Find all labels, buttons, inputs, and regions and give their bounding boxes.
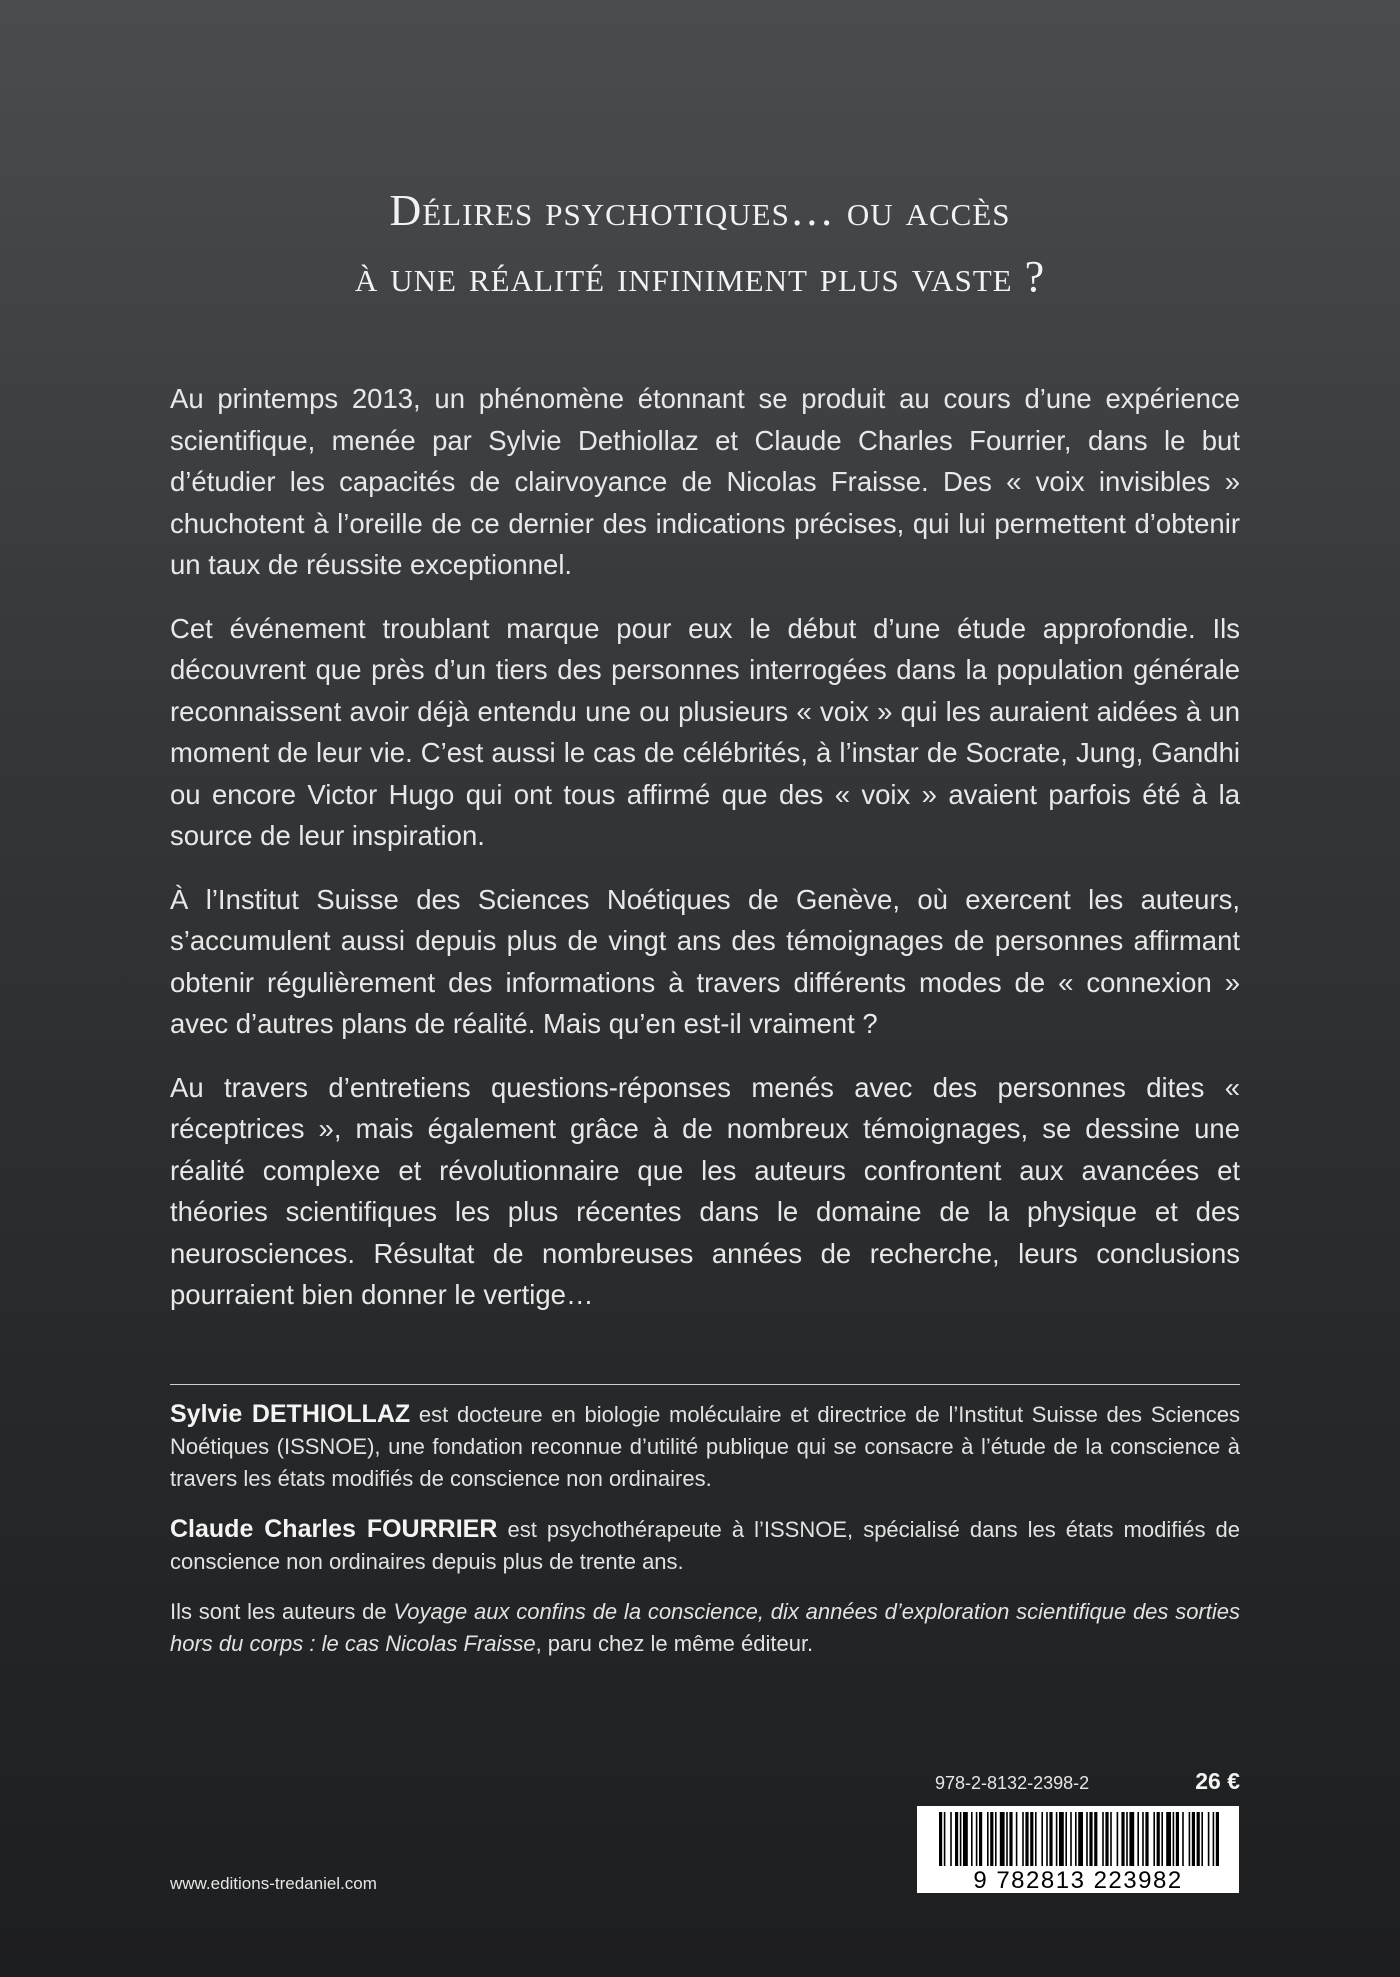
barcode-bar (950, 1812, 952, 1866)
barcode-bar (1094, 1812, 1097, 1866)
headline (100, 178, 1300, 310)
barcode-bar (963, 1812, 968, 1866)
barcode-bar (944, 1812, 946, 1866)
barcode-bar (1016, 1812, 1018, 1866)
barcode-bar (1173, 1812, 1175, 1866)
barcode-bar (1142, 1812, 1144, 1866)
barcode-bar (1006, 1812, 1008, 1866)
barcode-bar (955, 1812, 958, 1866)
blurb-paragraph-2: Cet événement troublant marque pour eux le début d’une étude approfondie. Ils découvrent que près d’un tiers des personnes interrogées dans la population générale reconnaissent avoir déjà entendu une ou plusieurs « voix » qui les auraient aidées à un moment de leur vie. C’est aussi le cas de célébrités, à l’instar de Socrate, Jung, Gandhi ou encore Victor Hugo qui ont tous affirmé que des « voix » avaient parfois été à la source de leur inspiration. (170, 612, 1240, 851)
barcode (917, 1806, 1239, 1893)
barcode-bar (971, 1812, 973, 1866)
barcode-bar (1056, 1812, 1058, 1866)
barcode-graphic (917, 1806, 1239, 1893)
barcode-bar (1117, 1812, 1119, 1866)
barcode-bar (1176, 1812, 1179, 1866)
barcode-bar (1089, 1812, 1092, 1866)
author-2-name: Claude Charles FOURRIER (170, 1515, 498, 1543)
barcode-bar (1030, 1812, 1033, 1866)
barcode-bar (1049, 1812, 1052, 1866)
blurb (170, 378, 1240, 1338)
barcode-bar (1192, 1812, 1195, 1866)
publisher-website: www.editions-tredaniel.com (170, 1874, 377, 1893)
barcode-bar (990, 1812, 993, 1866)
barcode-bar (1161, 1812, 1163, 1866)
barcode-bar (976, 1812, 978, 1866)
blurb-paragraph-4: Au travers d’entretiens questions-réponses menés avec des personnes dites « réceptrices », mais également grâce à de nombreux témoignages, se dessine une réalité complexe et révolutionnaire que les auteurs confrontent aux avancées et théories scientifiques les plus récentes dans le domaine de la physique et des neurosciences. Résultat de nombreuses années de recherche, leurs conclusions pourraient bien donner le vertige… (170, 1071, 1240, 1310)
blurb-paragraph-3: À l’Institut Suisse des Sciences Noétiques de Genève, où exercent les auteurs, s’accumulent aussi depuis plus de vingt ans des témoignages de personnes affirmant obtenir régulièrement des informations à travers différents modes de « connexion » avec d’autres plans de réalité. Mais qu’en est-il vraiment ? (170, 883, 1240, 1039)
barcode-bar (1065, 1812, 1067, 1866)
isbn: 978-2-8132-2398-2 (935, 1773, 1090, 1793)
barcode-bar (1110, 1812, 1112, 1866)
bio-2 (170, 1513, 1240, 1578)
headline-line-1: Délires psychotiques… ou accès (389, 186, 1011, 235)
other-works-suffix: , paru chez le même éditeur. (535, 1631, 814, 1656)
barcode-bar (1197, 1812, 1200, 1866)
barcode-bar (1216, 1812, 1219, 1866)
author-bios (170, 1398, 1240, 1678)
barcode-bar (1153, 1812, 1155, 1866)
barcode-bar (1213, 1812, 1215, 1866)
barcode-bar (1208, 1812, 1210, 1866)
other-works-title: Voyage aux confins de la conscience, dix années d’exploration scientifique des sorties hors du corps : le cas Nicolas Fraisse (170, 1599, 1240, 1656)
author-1-text: est docteure en biologie moléculaire et directrice de l’Institut Suisse des Sciences Noétiques (ISSNOE), une fondation reconnue d’utilité publique qui se consacre à l’étude de la conscience à travers les états modifiés de conscience non ordinaires. (170, 1402, 1240, 1491)
isbn-price-row (935, 1768, 1240, 1798)
barcode-digits: 9 782813 223982 (973, 1867, 1183, 1893)
barcode-bar (1201, 1812, 1203, 1866)
barcode-bar (1025, 1812, 1028, 1866)
barcode-bar (1105, 1812, 1108, 1866)
barcode-bar (1182, 1812, 1184, 1866)
barcode-bar (1059, 1812, 1064, 1866)
other-works (170, 1596, 1240, 1660)
barcode-bar (1009, 1812, 1012, 1866)
barcode-bar (1075, 1812, 1077, 1866)
barcode-bar (1137, 1812, 1139, 1866)
barcode-bar (1126, 1812, 1128, 1866)
barcode-bar (939, 1812, 942, 1866)
bio-1 (170, 1398, 1240, 1495)
author-1-name: Sylvie DETHIOLLAZ (170, 1400, 411, 1428)
barcode-bar (1189, 1812, 1191, 1866)
barcode-bar (1121, 1812, 1124, 1866)
barcode-bar (1000, 1812, 1005, 1866)
author-2-text: est psychothérapeute à l’ISSNOE, spécialisé dans les états modifiés de conscience non ordinaires depuis plus de trente ans. (170, 1517, 1240, 1574)
barcode-bar (1086, 1812, 1088, 1866)
barcode-bar (987, 1812, 989, 1866)
barcode-bar (995, 1812, 997, 1866)
barcode-bar (1166, 1812, 1171, 1866)
barcode-bar (1145, 1812, 1148, 1866)
barcode-bar (1022, 1812, 1024, 1866)
blurb-paragraph-1: Au printemps 2013, un phénomène étonnant se produit au cours d’une expérience scientifique, menée par Sylvie Dethiollaz et Claude Charles Fourrier, dans le but d’étudier les capacités de clairvoyance de Nicolas Fraisse. Des « voix invisibles » chuchotent à l’oreille de ce dernier des indications précises, qui lui permettent d’obtenir un taux de réussite exceptionnel. (170, 383, 1240, 580)
barcode-bar (1041, 1812, 1043, 1866)
barcode-bar (1070, 1812, 1072, 1866)
barcode-bar (1078, 1812, 1083, 1866)
barcode-bar (979, 1812, 982, 1866)
barcode-bar (1035, 1812, 1037, 1866)
barcode-bar (1046, 1812, 1048, 1866)
barcode-bar (1157, 1812, 1160, 1866)
headline-line-2: à une réalité infiniment plus vaste ? (354, 252, 1046, 301)
barcode-bar (1102, 1812, 1104, 1866)
price: 26 € (1195, 1768, 1240, 1794)
divider (170, 1384, 1240, 1385)
barcode-bar (960, 1812, 962, 1866)
other-works-prefix: Ils sont les auteurs de (170, 1599, 394, 1624)
barcode-bar (1129, 1812, 1134, 1866)
